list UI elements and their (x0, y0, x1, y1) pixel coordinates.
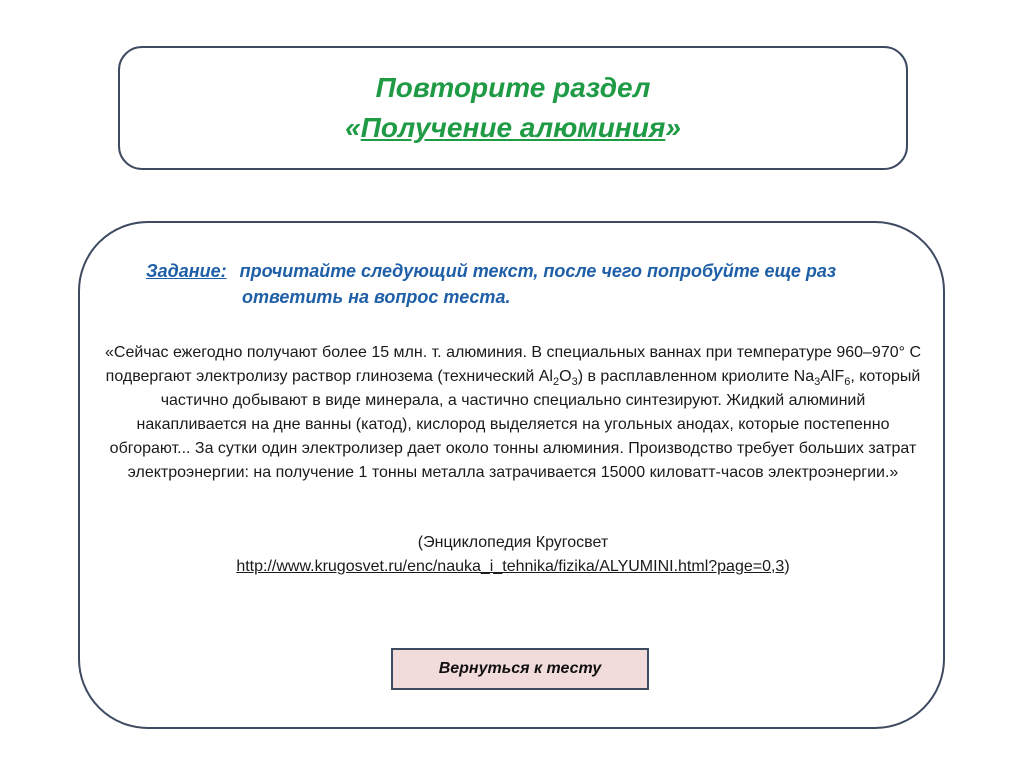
title-topic: Получение алюминия (360, 112, 666, 143)
quote-sub-2: 3 (571, 376, 578, 389)
task-label: Задание: (146, 261, 227, 281)
quote-text (104, 341, 922, 485)
source-title: (Энциклопедия Кругосвет (417, 534, 609, 551)
quote-sub-4: 6 (844, 376, 851, 389)
quote-part-5: , который частично добывают в виде минерала, а частично специально синтезируют. Жидкий алюминий накапливается на дне ванны (катод), кислород выделяется на угольных анодах, которые постепенно обгорают... За сутки один электролизер дает около тонны алюминия. Производство требует больших затрат электроэнергии: на получение 1 тонны металла затрачивается 15000 киловатт-часов электроэнергии.» (109, 368, 921, 481)
quote-sub-3: 3 (814, 376, 821, 389)
task-text-line1: прочитайте следующий текст, после чего попробуйте еще раз (239, 261, 837, 281)
back-to-test-button[interactable]: Вернуться к тесту (391, 648, 649, 690)
title-close-quote: » (665, 112, 681, 143)
quote-part-4: AlF (820, 368, 845, 385)
task-instruction (146, 258, 926, 310)
title-line-2 (345, 108, 681, 148)
source-link[interactable]: http://www.krugosvet.ru/enc/nauka_i_tehnika/fizika/ALYUMINI.html?page=0,3 (236, 558, 785, 575)
quote-sub-1: 2 (552, 376, 560, 389)
task-text-line2: ответить на вопрос теста. (242, 287, 511, 307)
quote-part-2: O (559, 368, 572, 385)
source-close-paren: ) (784, 558, 790, 575)
title-open-quote: « (345, 112, 361, 143)
quote-part-1: «Сейчас ежегодно получают более 15 млн. т. алюминия. В специальных ваннах при температуре 960–970° С подвергают электролизу раствор глинозема (технический Al (104, 344, 922, 385)
title-line-1: Повторите раздел (375, 72, 651, 103)
quote-part-3: ) в расплавленном криолите Na (577, 368, 815, 385)
source-link-line (104, 555, 922, 579)
source-citation (104, 531, 922, 579)
title-box (118, 46, 908, 170)
